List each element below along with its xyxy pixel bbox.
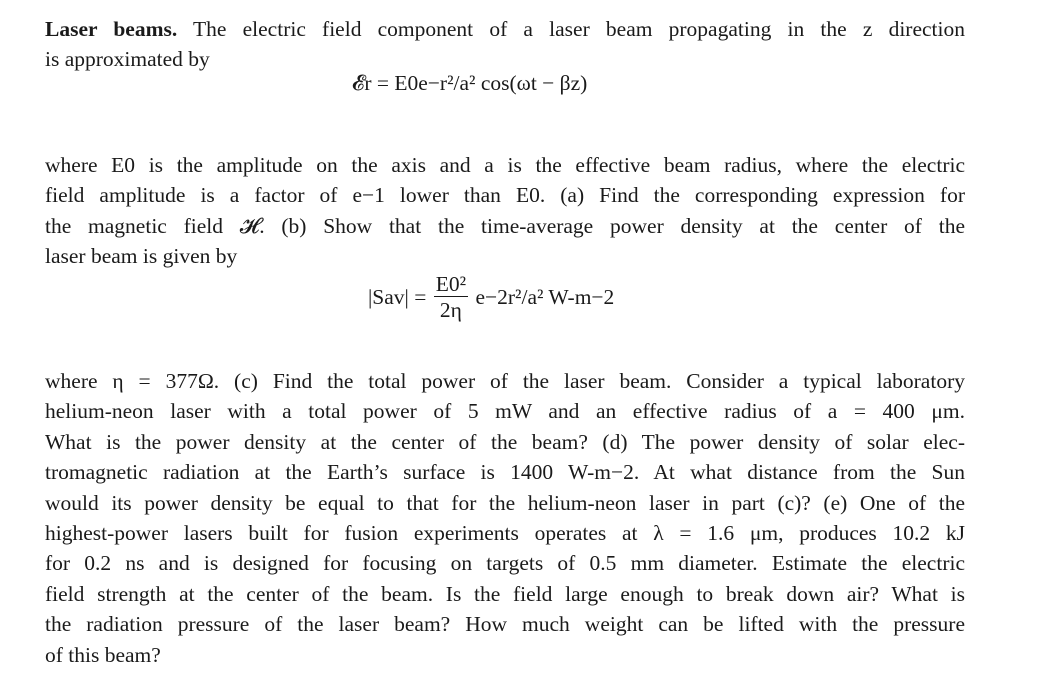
para2-line-3: the magnetic field 𝓗. (b) Show that the time-average power density at the center of the bbox=[45, 213, 965, 238]
problem-parts-c-e bbox=[45, 366, 965, 670]
para3-line-3: What is the power density at the center of the beam? (d) The power density of solar elec- bbox=[45, 429, 965, 454]
para3-line-9: the radiation pressure of the laser beam? How much weight can be lifted with the pressure bbox=[45, 612, 965, 637]
intro-text-1: The electric field component of a laser beam propagating in the z direction bbox=[177, 17, 965, 41]
equation-2-lhs: |Sav| = bbox=[368, 285, 427, 309]
para3-line-5: would its power density be equal to that for the helium-neon laser in part (c)? (e) One of the bbox=[45, 490, 965, 515]
problem-title: Laser beams. bbox=[45, 17, 178, 41]
para3-line-8: field strength at the center of the beam. Is the field large enough to break down air? What is bbox=[45, 581, 965, 606]
para2-line-4: laser beam is given by bbox=[45, 244, 238, 269]
equation-1-text: 𝓔r = E0e−r²/a² cos(ωt − βz) bbox=[352, 71, 588, 95]
problem-intro bbox=[45, 14, 965, 75]
para3-line-10: of this beam? bbox=[45, 642, 161, 667]
intro-line-2: is approximated by bbox=[45, 47, 210, 72]
para3-line-1: where η = 377Ω. (c) Find the total power of the laser beam. Consider a typical laboratory bbox=[45, 369, 965, 393]
equation-2-denominator: 2η bbox=[439, 298, 462, 322]
para3-line-7: for 0.2 ns and is designed for focusing on targets of 0.5 mm diameter. Estimate the electric bbox=[45, 551, 965, 576]
equation-2-fraction bbox=[434, 272, 468, 323]
para3-line-4: tromagnetic radiation at the Earth’s surface is 1400 W-m−2. At what distance from the Sun bbox=[45, 460, 965, 485]
equation-2-numerator: E0² bbox=[435, 272, 467, 296]
power-density-equation bbox=[368, 272, 614, 342]
para2-line-1: where E0 is the amplitude on the axis and a is the effective beam radius, where the electric bbox=[45, 153, 965, 177]
electric-field-equation bbox=[352, 71, 587, 96]
para2-line-2: field amplitude is a factor of e−1 lower than E0. (a) Find the corresponding expression for bbox=[45, 183, 965, 208]
intro-line-1 bbox=[45, 14, 965, 44]
equation-2-rhs: e−2r²/a² W-m−2 bbox=[475, 285, 615, 309]
problem-part-a-b bbox=[45, 150, 965, 272]
para3-line-2: helium-neon laser with a total power of 5 mW and an effective radius of a = 400 μm. bbox=[45, 399, 965, 424]
para3-line-6: highest-power lasers built for fusion experiments operates at λ = 1.6 μm, produces 10.2 kJ bbox=[45, 521, 965, 546]
